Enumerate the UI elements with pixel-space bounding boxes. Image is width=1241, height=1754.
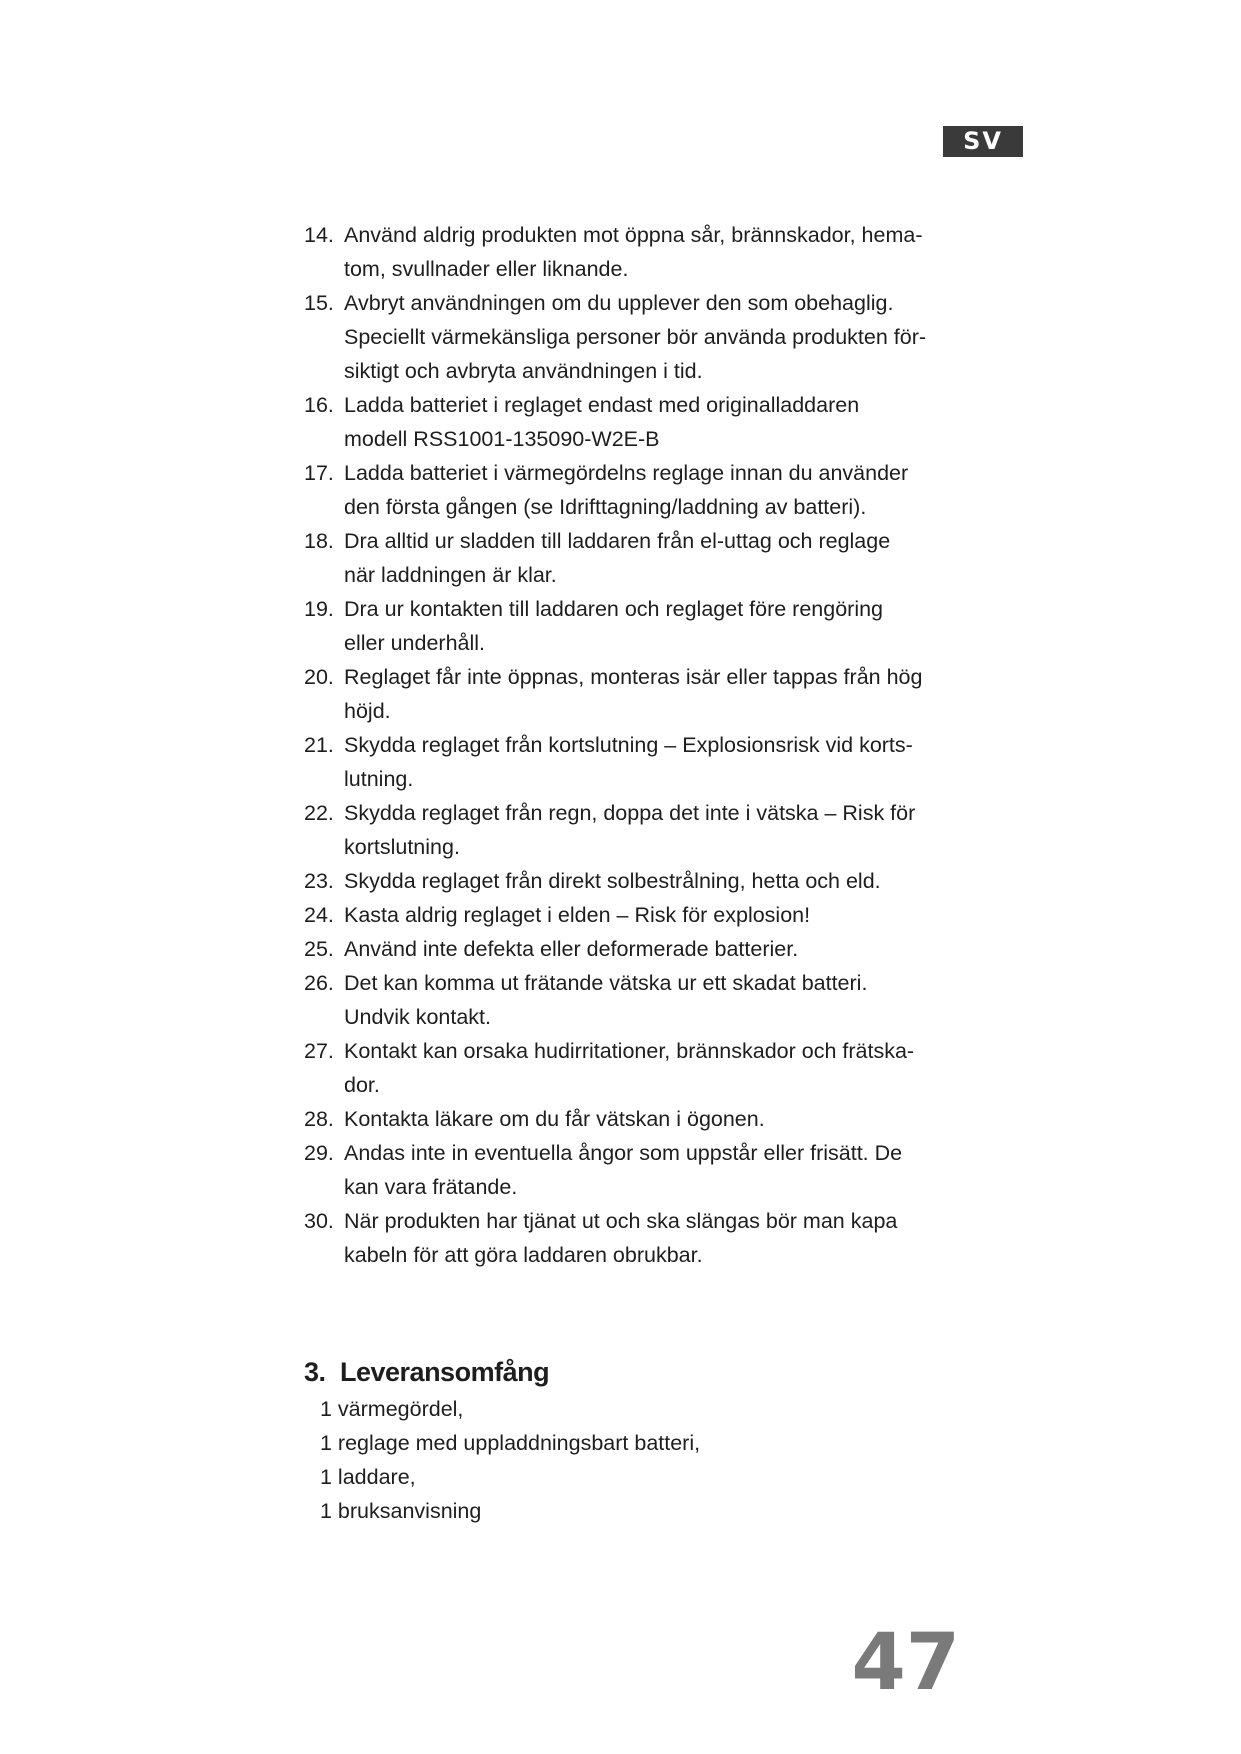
safety-item-line: När produkten har tjänat ut och ska slängas bör man kapa: [344, 1209, 898, 1233]
safety-item-line: siktigt och avbryta användningen i tid.: [344, 359, 703, 383]
safety-item: [304, 1204, 964, 1272]
scope-item: 1 bruksanvisning: [320, 1499, 482, 1523]
safety-item-number: 26.: [304, 971, 334, 995]
safety-item-line: Kontakt kan orsaka hudirritationer, brännskador och frätska-: [344, 1039, 915, 1063]
safety-item-line: tom, svullnader eller liknande.: [344, 257, 629, 281]
safety-item-line: Använd aldrig produkten mot öppna sår, brännskador, hema-: [344, 223, 923, 247]
safety-item-line: dor.: [344, 1073, 380, 1097]
scope-item: 1 laddare,: [320, 1465, 416, 1489]
safety-item: [304, 898, 964, 932]
safety-item: [304, 1136, 964, 1204]
scope-item: 1 värmegördel,: [320, 1397, 464, 1421]
safety-item-number: 25.: [304, 937, 334, 961]
safety-item-number: 15.: [304, 291, 334, 315]
page-number: 47: [851, 1618, 960, 1708]
safety-item-line: Dra ur kontakten till laddaren och reglaget före rengöring: [344, 597, 884, 621]
safety-item-line: Skydda reglaget från kortslutning – Explosionsrisk vid korts-: [344, 733, 913, 757]
section-number: 3.: [304, 1357, 326, 1387]
safety-item-number: 30.: [304, 1209, 334, 1233]
safety-item: [304, 728, 964, 796]
safety-item: [304, 388, 964, 456]
safety-item-number: 20.: [304, 665, 334, 689]
section-heading-scope-of-delivery: [304, 1352, 964, 1392]
safety-item-line: kan vara frätande.: [344, 1175, 518, 1199]
safety-item-line: Kontakta läkare om du får vätskan i ögonen.: [344, 1107, 765, 1131]
safety-item-line: Andas inte in eventuella ångor som uppstår eller frisätt. De: [344, 1141, 903, 1165]
safety-item-line: modell RSS1001-135090-W2E-B: [344, 427, 660, 451]
safety-item-line: Ladda batteriet i reglaget endast med originalladdaren: [344, 393, 860, 417]
scope-of-delivery-list: [304, 1392, 964, 1528]
safety-item-line: kabeln för att göra laddaren obrukbar.: [344, 1243, 703, 1267]
safety-item: [304, 592, 964, 660]
safety-item-line: när laddningen är klar.: [344, 563, 557, 587]
safety-item-number: 22.: [304, 801, 334, 825]
safety-item-number: 21.: [304, 733, 334, 757]
page-content: [304, 218, 964, 1528]
safety-item: [304, 286, 964, 388]
safety-item-line: Undvik kontakt.: [344, 1005, 491, 1029]
safety-item-line: Skydda reglaget från direkt solbestrålning, hetta och eld.: [344, 869, 881, 893]
safety-item-number: 27.: [304, 1039, 334, 1063]
safety-item-number: 14.: [304, 223, 334, 247]
safety-item-number: 29.: [304, 1141, 334, 1165]
safety-item: [304, 1034, 964, 1102]
safety-item-line: eller underhåll.: [344, 631, 486, 655]
safety-item: [304, 456, 964, 524]
safety-item: [304, 524, 964, 592]
safety-item-number: 24.: [304, 903, 334, 927]
safety-item-line: Avbryt användningen om du upplever den som obehaglig.: [344, 291, 894, 315]
safety-item-line: Ladda batteriet i värmegördelns reglage innan du använder: [344, 461, 909, 485]
safety-item: [304, 796, 964, 864]
safety-item-number: 16.: [304, 393, 334, 417]
safety-item-line: Använd inte defekta eller deformerade batterier.: [344, 937, 799, 961]
safety-item: [304, 932, 964, 966]
safety-item: [304, 1102, 964, 1136]
safety-item-line: höjd.: [344, 699, 391, 723]
section-title: Leveransomfång: [340, 1357, 550, 1387]
safety-item-line: Speciellt värmekänsliga personer bör använda produkten för-: [344, 325, 927, 349]
safety-item-line: den första gången (se Idrifttagning/laddning av batteri).: [344, 495, 867, 519]
language-tab: SV: [943, 126, 1023, 157]
safety-item: [304, 218, 964, 286]
safety-item-number: 19.: [304, 597, 334, 621]
safety-item: [304, 660, 964, 728]
safety-item-number: 17.: [304, 461, 334, 485]
scope-item: 1 reglage med uppladdningsbart batteri,: [320, 1431, 701, 1455]
safety-item-number: 18.: [304, 529, 334, 553]
safety-item-line: kortslutning.: [344, 835, 460, 859]
safety-item-line: Dra alltid ur sladden till laddaren från el-uttag och reglage: [344, 529, 891, 553]
safety-item: [304, 864, 964, 898]
safety-item-line: Skydda reglaget från regn, doppa det inte i vätska – Risk för: [344, 801, 916, 825]
safety-item-line: Kasta aldrig reglaget i elden – Risk för explosion!: [344, 903, 811, 927]
safety-item-line: Det kan komma ut frätande vätska ur ett skadat batteri.: [344, 971, 868, 995]
safety-item-line: lutning.: [344, 767, 414, 791]
safety-item-number: 23.: [304, 869, 334, 893]
safety-item: [304, 966, 964, 1034]
safety-item-line: Reglaget får inte öppnas, monteras isär eller tappas från hög: [344, 665, 923, 689]
safety-item-number: 28.: [304, 1107, 334, 1131]
safety-instructions-list: [304, 218, 964, 1272]
